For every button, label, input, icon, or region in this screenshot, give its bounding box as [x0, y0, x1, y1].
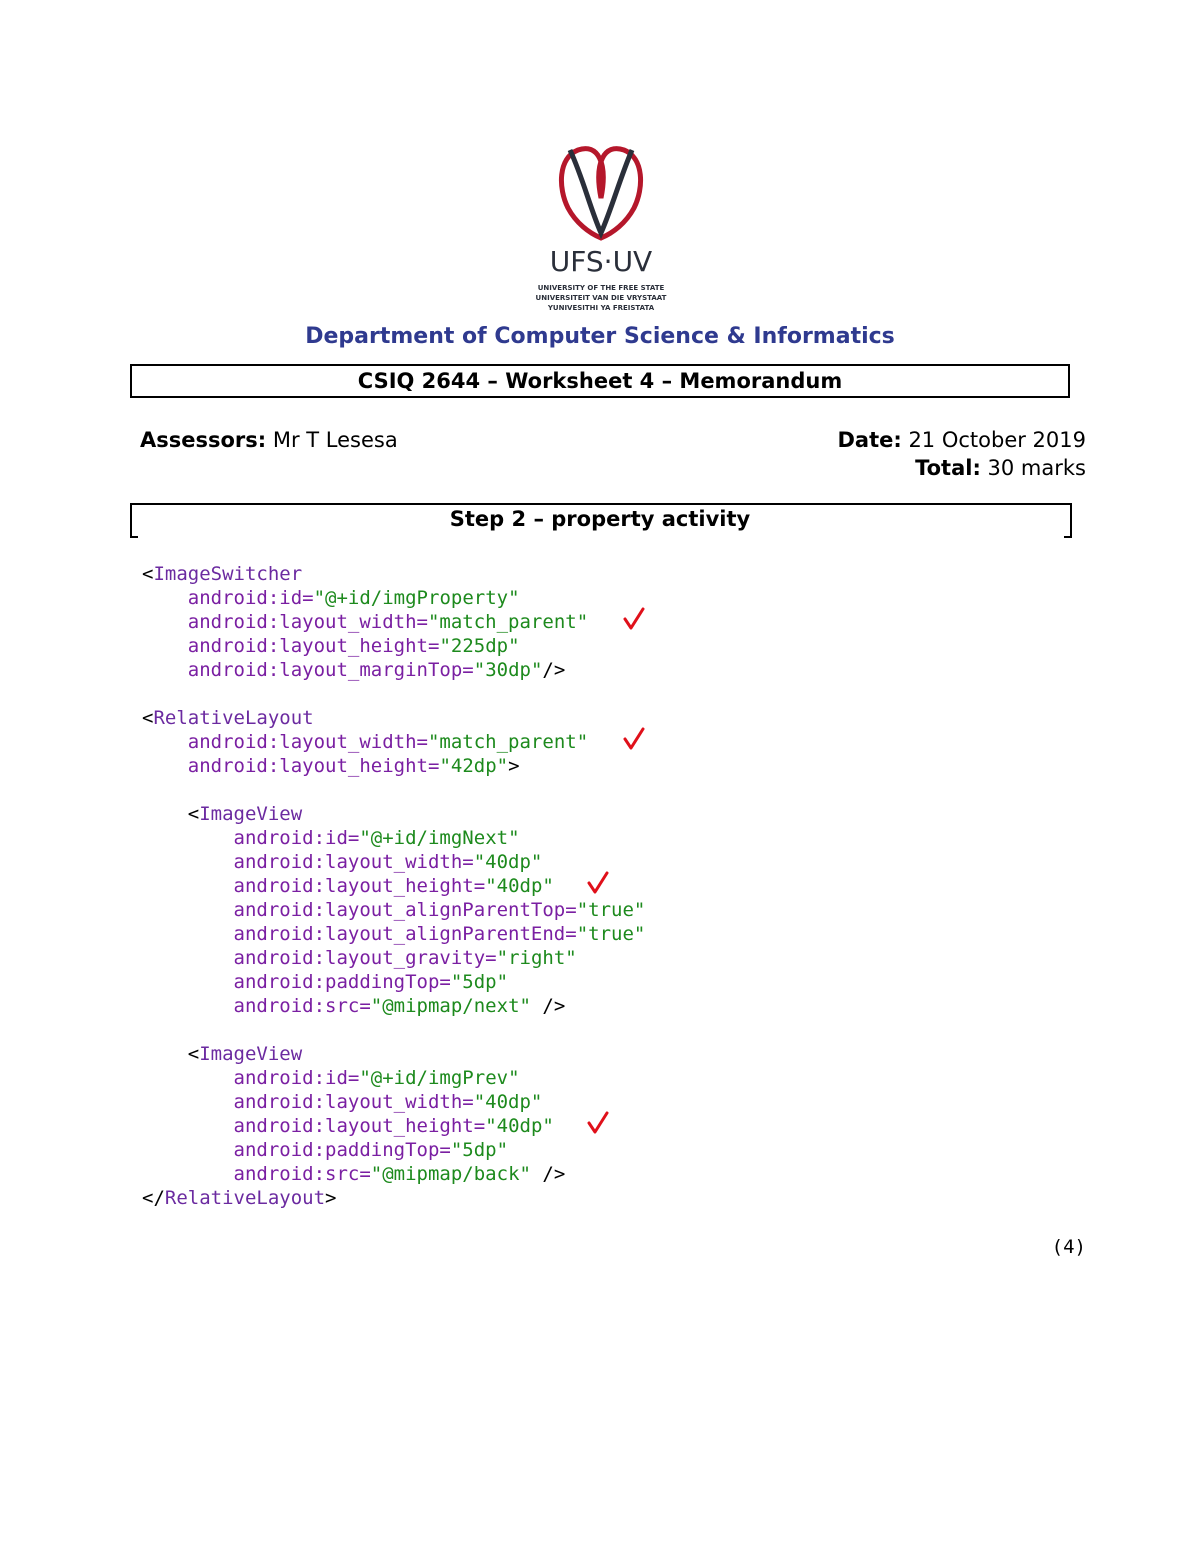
grading-checkmark-icon [622, 726, 646, 752]
assessors-line [140, 428, 398, 452]
code-line [142, 1090, 645, 1114]
code-bracket: < [187, 803, 200, 825]
code-attribute: android:id= [187, 587, 314, 609]
code-attribute: android:layout_height= [187, 635, 440, 657]
section-title: Step 2 – property activity [449, 507, 751, 531]
university-logo [528, 138, 674, 318]
code-attribute: android:layout_width= [233, 851, 474, 873]
code-close: > [325, 1187, 337, 1209]
code-tag: ImageSwitcher [153, 563, 303, 585]
code-bracket: < [142, 707, 154, 729]
code-line [142, 1186, 645, 1210]
code-line [142, 1042, 645, 1066]
code-value: "true" [576, 923, 646, 945]
code-bracket: < [142, 563, 154, 585]
code-line [142, 898, 645, 922]
code-attribute: android:layout_alignParentEnd= [233, 923, 577, 945]
code-line [142, 586, 645, 610]
code-bracket: </ [142, 1187, 165, 1209]
logo-line-2: UNIVERSITEIT VAN DIE VRYSTAAT [535, 294, 667, 302]
code-value: "42dp" [439, 755, 509, 777]
logo-line-1: UNIVERSITY OF THE FREE STATE [537, 284, 665, 292]
code-value: "40dp" [485, 1115, 554, 1137]
code-value: "@+id/imgNext" [359, 827, 520, 849]
code-line [142, 730, 645, 754]
logo-line-3: YUNIVESITHI YA FREISTATA [547, 304, 655, 312]
code-value: "@+id/imgPrev" [359, 1067, 520, 1089]
grading-checkmark-icon [586, 1110, 610, 1136]
code-value: "@mipmap/next" [370, 995, 531, 1017]
code-attribute: android:src= [233, 1163, 371, 1185]
code-attribute: android:paddingTop= [233, 971, 451, 993]
code-tag: RelativeLayout [153, 707, 314, 729]
code-listing [142, 562, 645, 1210]
date-label: Date: [837, 428, 902, 452]
code-line [142, 754, 645, 778]
code-value: "40dp" [473, 1091, 543, 1113]
total-value: 30 marks [980, 456, 1086, 480]
code-line [142, 994, 645, 1018]
assessors-label: Assessors: [140, 428, 267, 452]
code-line [142, 706, 645, 730]
code-line [142, 1114, 645, 1138]
code-value: "match_parent" [427, 611, 589, 633]
code-line [142, 826, 645, 850]
code-tag: ImageView [199, 803, 303, 825]
code-attribute: android:layout_width= [187, 611, 428, 633]
code-attribute: android:layout_height= [187, 755, 440, 777]
code-close: /> [530, 1163, 566, 1185]
code-line [142, 850, 645, 874]
university-emblem-icon [528, 138, 674, 318]
code-line [142, 802, 645, 826]
code-value: "5dp" [450, 971, 509, 993]
code-attribute: android:id= [233, 1067, 360, 1089]
code-attribute: android:layout_width= [187, 731, 428, 753]
code-value: "225dp" [439, 635, 520, 657]
code-close: /> [542, 659, 566, 681]
code-line [142, 658, 645, 682]
logo-wordmark: UFS·UV [549, 245, 653, 278]
code-tag: RelativeLayout [164, 1187, 326, 1209]
code-attribute: android:layout_height= [233, 875, 486, 897]
code-bracket: < [187, 1043, 200, 1065]
date-line [837, 428, 1086, 452]
code-close: /> [530, 995, 566, 1017]
department-heading: Department of Computer Science & Informatics [305, 324, 895, 349]
code-attribute: android:layout_marginTop= [187, 659, 474, 681]
code-line [142, 682, 645, 706]
code-line [142, 1018, 645, 1042]
worksheet-title-box [130, 364, 1070, 398]
code-value: "match_parent" [427, 731, 589, 753]
code-tag: ImageView [199, 1043, 303, 1065]
code-line [142, 562, 645, 586]
code-line [142, 874, 645, 898]
code-line [142, 1138, 645, 1162]
code-value: "@+id/imgProperty" [313, 587, 520, 609]
code-line [142, 778, 645, 802]
code-attribute: android:paddingTop= [233, 1139, 451, 1161]
code-line [142, 1162, 645, 1186]
code-attribute: android:src= [233, 995, 371, 1017]
code-line [142, 610, 645, 634]
code-close: > [508, 755, 520, 777]
date-value: 21 October 2019 [901, 428, 1086, 452]
code-value: "30dp" [473, 659, 543, 681]
grading-checkmark-icon [586, 870, 610, 896]
grading-checkmark-icon [622, 606, 646, 632]
code-value: "true" [576, 899, 646, 921]
code-line [142, 946, 645, 970]
worksheet-title: CSIQ 2644 – Worksheet 4 – Memorandum [357, 369, 843, 393]
code-value: "40dp" [485, 875, 554, 897]
code-attribute: android:layout_gravity= [233, 947, 497, 969]
code-value: "right" [496, 947, 577, 969]
section-marks: (4) [1051, 1236, 1086, 1258]
code-line [142, 922, 645, 946]
code-attribute: android:layout_height= [233, 1115, 486, 1137]
code-value: "5dp" [450, 1139, 509, 1161]
code-line [142, 1066, 645, 1090]
code-line [142, 634, 645, 658]
code-line [142, 970, 645, 994]
total-label: Total: [915, 456, 981, 480]
code-attribute: android:layout_width= [233, 1091, 474, 1113]
code-value: "@mipmap/back" [370, 1163, 531, 1185]
assessors-value: Mr T Lesesa [266, 428, 398, 452]
code-attribute: android:id= [233, 827, 360, 849]
code-value: "40dp" [473, 851, 543, 873]
total-line [915, 456, 1086, 480]
code-attribute: android:layout_alignParentTop= [233, 899, 577, 921]
